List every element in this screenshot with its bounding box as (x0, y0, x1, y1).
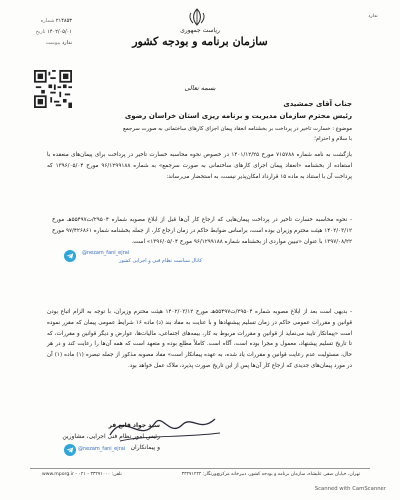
basmala: بسمه تعالی (184, 84, 216, 92)
letter-meta (12, 16, 72, 49)
watermark-handle-bottom: @nezam_fani_ejrai (78, 446, 126, 452)
iran-emblem-icon (185, 8, 209, 26)
signer-name: سید جواد قانع فر (108, 422, 160, 429)
date-label: تاریخ (35, 29, 46, 35)
scanner-label: Scanned with CamScanner (314, 486, 386, 492)
paragraph-clause-1: - نحوه محاسبه خسارت تاخیر در پرداخت پیمان‌هایی که ارجاع کار آن‌ها قبل از ابلاغ مصوبه شماره ۲۹۵۰۴/ت۵۵۴۹۷هـ مورخ ۱۴۰۲/۰۳/۱۲ هیئت محترم وزیران بوده است، براساس ضوابط حاکم در زمان ارجاع کار، از جمله بخشنامه شماره ۹۷/۴۲۶۸۶۱ مورخ ۱۳۹۷/۰۸/۲۲ با عنوان «تبیین مواردی از بخشنامه شماره ۹۶/۱۲۹۹۱۸۸ مورخ ۱۳۹۶/۰۵/۰۴» است. (52, 217, 352, 245)
website-text: www.mporg.ir (42, 472, 74, 477)
recipient-name: جناب آقای جمشیدی (283, 100, 352, 108)
classification-text: ندارد (368, 14, 378, 19)
attachment-label: پیوست (45, 40, 61, 46)
qr-code-icon (34, 70, 72, 108)
classification-stamp (354, 12, 392, 22)
watermark-handle: @nezam_fani_ejrai (82, 250, 130, 256)
telegram-icon (64, 250, 76, 262)
org-title: سازمان برنامه و بودجه کشور (132, 35, 268, 48)
address-text: تهران، خیابان صفی علیشاه، سازمان برنامه و بودجه کشور، دبیرخانه مرکزی (216, 472, 360, 477)
number-value: ۲۱۴۸۵۳ (55, 18, 72, 24)
paragraph-clause-2: - بدیهی است بعد از ابلاغ مصوبه شماره ۲۹۵۰۴/ت۵۵۴۹۷هـ مورخ ۱۴۰۲/۰۳/۱۲ هیئت محترم وزیران، با توجه به الزام اتباع بودن قوانین و مقررات عمومی حاکم در زمان تسلیم پیشنهادها و با عنایت به مفاد بند (د) ماده ۱۶ شرایط عمومی پیمان که مقرر نموده است «پیمانکار تایید می‌نماید از قوانین و مقررات مربوط به کار، بیمه‌های اجتماعی، مالیات‌ها، عوارض و دیگر قوانین و مقررات، که تا تاریخ تسلیم پیشنهاد، معمول و مجرا بوده است، آگاه است. کاملاً مطلع بوده و متعهد است که همه آن‌ها را رعایت کند و در هر حال، مسئولیت عدم رعایت قوانین و مقررات یاد شده، به عهده پیمانکار است» مفاد مصوبه مذکور از جمله تبصره (۱) ماده (۱) آن در مورد پیمان‌های جدیدی که ارجاع کار آن‌ها پس از این تاریخ صورت پذیرد، ملاک عمل خواهد بود. (47, 309, 353, 369)
footer-address (210, 472, 360, 477)
signer-title: رئیس امور نظام فنی اجرایی، مشاورین (62, 433, 160, 440)
letter-subject: موضوع : خسارت تاخیر در پرداخت بر بخشنامه انعقاد پیمان اجرای کارهای ساختمانی به صورت سرجمع (123, 126, 352, 132)
telegram-icon (64, 444, 76, 456)
watermark-channel: کانال سیاست نظام فنی و اجرایی کشور (119, 258, 202, 264)
salutation: با سلام و احترام؛ (314, 136, 352, 142)
letterhead (130, 27, 270, 49)
date-value: ۱۴۰۲/۰۵/۰۱ (47, 29, 72, 35)
phone-text: تلفن: ۳۳۲۷۱۰۰۰ - ۰۲۱ (78, 472, 122, 477)
footer-divider (30, 468, 370, 469)
paragraph-intro: بازگشت به نامه شماره ۷۱۵۷۸۸ مورخ ۱۴۰۱/۱۲/۲۵ در خصوص نحوه محاسبه خسارت تاخیر در پرداخت برای پیمان‌های منعقده با استفاده از بخشنامه «انعقاد پیمان اجرای کارهای ساختمانی به صورت سرجمع» به شماره ۹۶/۱۲۹۹۱۸۸ مورخ ۱۳۹۶/۰۵/۰۴ که پرداخت آن با استناد به ماده ۱۵ قرارداد امکان‌پذیر نیست، به استحضار می‌رساند: (47, 152, 352, 180)
attachment-value: ندارد (61, 40, 72, 46)
recipient-title: رئیس محترم سازمان مدیریت و برنامه ریزی استان خراسان رضوی (124, 112, 352, 120)
number-label: شماره (40, 18, 55, 24)
footer-fax (170, 472, 230, 477)
fax-text: دورنگار: ۳۳۲۷۱۲۲۲ (181, 472, 219, 477)
footer-contacts: www.mporg.ir - تلفن: ۳۳۲۷۱۰۰۰ - ۰۲۱ (42, 472, 122, 477)
org-small-title: ریاست جمهوری (180, 27, 220, 34)
signer-title-2: و پیمانکاران (130, 444, 160, 451)
